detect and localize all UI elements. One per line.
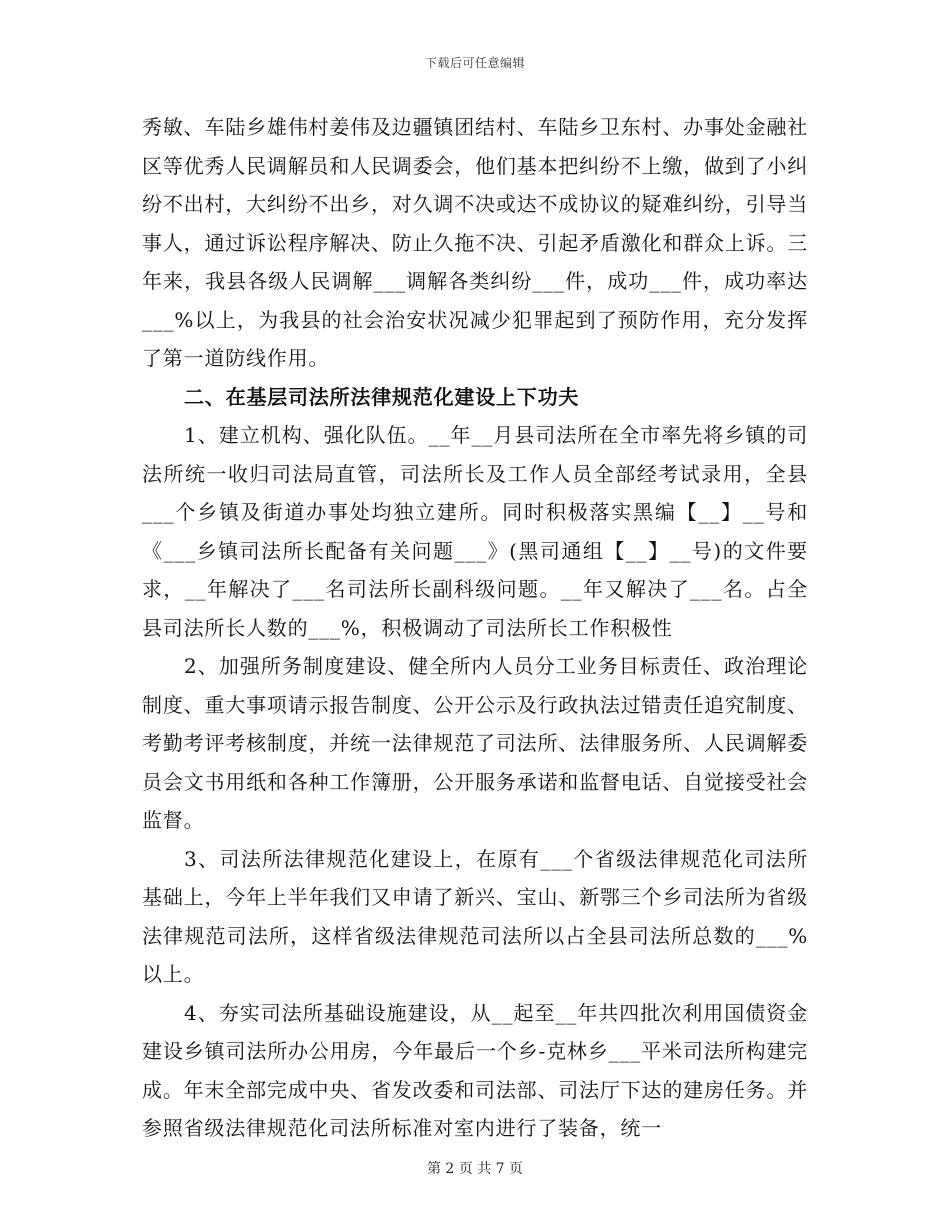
- paragraph-item-1: 1、建立机构、强化队伍。__年__月县司法所在全市率先将乡镇的司法所统一收归司法局直管，司法所长及工作人员全部经考试录用，全县___个乡镇及街道办事处均独立建所。同时积极落实黑编【__】__号和《___乡镇司法所长配备有关问题___》(黑司通组【__】__号)的文件要求，__年解决了___名司法所长副科级问题。__年又解决了___名。占全县司法所长人数的___%，积极调动了司法所长工作积极性: [142, 423, 808, 640]
- paragraph-item-3: 3、司法所法律规范化建设上，在原有___个省级法律规范化司法所基础上，今年上半年我们又申请了新兴、宝山、新鄂三个乡司法所为省级法律规范司法所，这样省级法律规范司法所以占全县司法所总数的___%以上。: [142, 846, 808, 986]
- paragraph-item-2: 2、加强所务制度建设、健全所内人员分工业务目标责任、政治理论制度、重大事项请示报告制度、公开公示及行政执法过错责任追究制度、考勤考评考核制度，并统一法律规范了司法所、法律服务所、人民调解委员会文书用纸和各种工作簿册，公开服务承诺和监督电话、自觉接受社会监督。: [142, 654, 808, 832]
- page-header: 下载后可任意编辑: [424, 56, 525, 70]
- page-number-footer: 第 2 页 共 7 页: [426, 1161, 524, 1177]
- paragraph-mediation-summary: 秀敏、车陆乡雄伟村姜伟及边疆镇团结村、车陆乡卫东村、办事处金融社区等优秀人民调解员和人民调委会，他们基本把纠纷不上缴，做到了小纠纷不出村，大纠纷不出乡，对久调不决或达不成协议的疑难纠纷，引导当事人，通过诉讼程序解决、防止久拖不决、引起矛盾激化和群众上诉。三年来，我县各级人民调解___调解各类纠纷___件，成功___件，成功率达___%以上，为我县的社会治安状况减少犯罪起到了预防作用，充分发挥了第一道防线作用。: [142, 115, 808, 370]
- section-heading: 二、在基层司法所法律规范化建设上下功夫: [184, 384, 580, 409]
- document-body: [142, 108, 808, 1148]
- paragraph-item-4: 4、夯实司法所基础设施建设，从__起至__年共四批次利用国债资金建设乡镇司法所办公用房，今年最后一个乡-克林乡___平米司法所构建完成。年末全部完成中央、省发改委和司法部、司法厅下达的建房任务。并参照省级法律规范化司法所标准对室内进行了装备，统一: [142, 1000, 808, 1140]
